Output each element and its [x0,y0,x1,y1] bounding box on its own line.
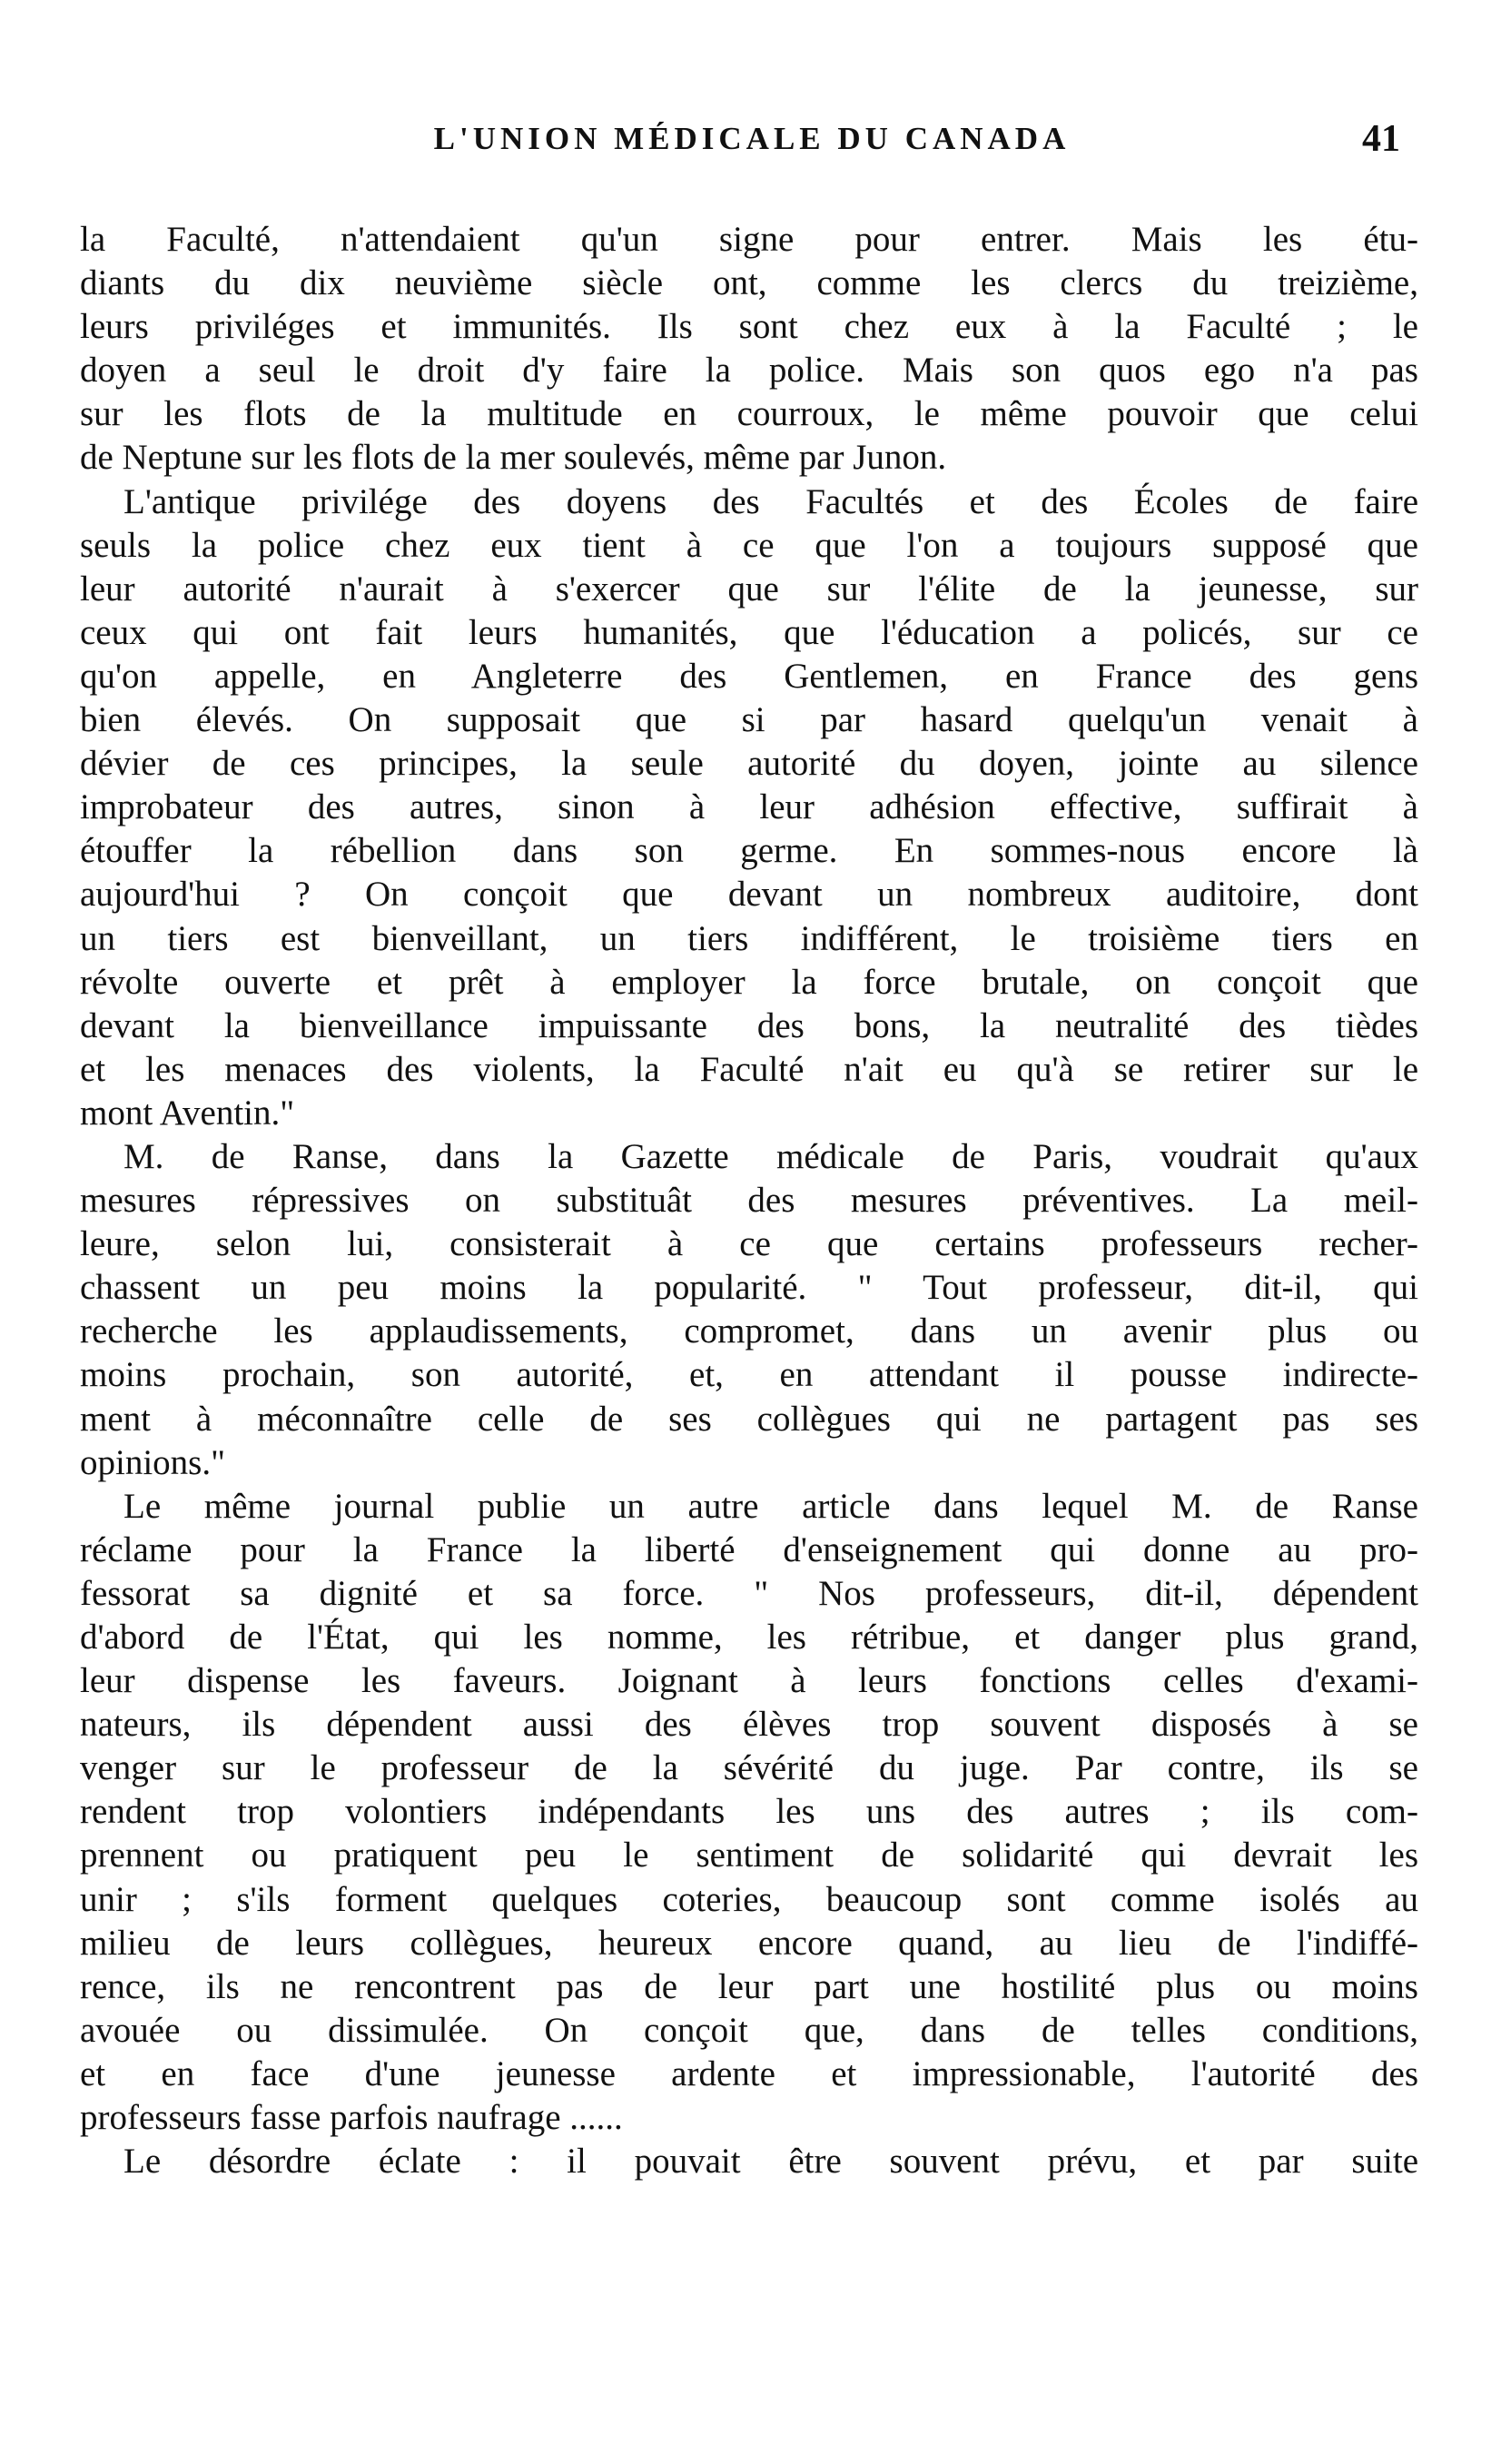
text-line: réclame pour la France la liberté d'enseignement qui donne au pro- [80,1529,1418,1569]
text-line: recherche les applaudissements, compromet, dans un avenir plus ou [80,1311,1418,1351]
text-line: rendent trop volontiers indépendants les uns des autres ; ils com- [80,1792,1418,1832]
text-line: mesures répressives on substituât des mesures préventives. La meil- [80,1181,1418,1221]
text-line: et les menaces des violents, la Faculté n'ait eu qu'à se retirer sur le [80,1049,1418,1089]
text-line: révolte ouverte et prêt à employer la force brutale, on conçoit que [80,962,1418,1002]
text-line: venger sur le professeur de la sévérité du juge. Par contre, ils se [80,1748,1418,1788]
text-line: aujourd'hui ? On conçoit que devant un nombreux auditoire, dont [80,875,1418,915]
text-line: ment à méconnaître celle de ses collègues qui ne partagent pas ses [80,1399,1418,1439]
text-line: leur dispense les faveurs. Joignant à leurs fonctions celles d'exami- [80,1661,1418,1701]
text-line: dévier de ces principes, la seule autorité du doyen, jointe au silence [80,744,1418,784]
text-line: mont Aventin." [80,1093,295,1133]
body-text [80,218,1418,2183]
text-line: leurs priviléges et immunités. Ils sont chez eux à la Faculté ; le [80,307,1418,347]
text-line: chassent un peu moins la popularité. " Tout professeur, dit-il, qui [80,1268,1418,1308]
text-line: doyen a seul le droit d'y faire la police. Mais son quos ego n'a pas [80,351,1418,391]
text-line: et en face d'une jeunesse ardente et impressionable, l'autorité des [80,2053,1418,2093]
text-line: diants du dix neuvième siècle ont, comme les clercs du treizième, [80,263,1418,303]
text-line: leure, selon lui, consisterait à ce que certains professeurs recher- [80,1224,1418,1264]
text-line: M. de Ranse, dans la Gazette médicale de Paris, voudrait qu'aux [123,1136,1418,1176]
running-title: L'UNION MÉDICALE DU CANADA [433,121,1071,156]
text-line: unir ; s'ils forment quelques coteries, beaucoup sont comme isolés au [80,1879,1418,1919]
text-line: prennent ou pratiquent peu le sentiment de solidarité qui devrait les [80,1836,1418,1875]
page-number: 41 [1362,118,1400,160]
text-line: improbateur des autres, sinon à leur adhésion effective, suffirait à [80,787,1418,827]
text-line: milieu de leurs collègues, heureux encore quand, au lieu de l'indiffé- [80,1923,1418,1963]
text-line: sur les flots de la multitude en courroux, le même pouvoir que celui [80,394,1418,434]
text-line: moins prochain, son autorité, et, en attendant il pousse indirecte- [80,1355,1418,1395]
text-line: avouée ou dissimulée. On conçoit que, dans de telles conditions, [80,2010,1418,2050]
text-line: seuls la police chez eux tient à ce que l'on a toujours supposé que [80,525,1418,565]
page-header [80,116,1424,162]
text-line: Le même journal publie un autre article dans lequel M. de Ranse [123,1486,1418,1526]
text-line: de Neptune sur les flots de la mer soulevés, même par Junon. [80,438,947,478]
text-line: devant la bienveillance impuissante des bons, la neutralité des tièdes [80,1005,1418,1045]
text-line: rence, ils ne rencontrent pas de leur part une hostilité plus ou moins [80,1966,1418,2006]
text-line: qu'on appelle, en Angleterre des Gentlemen, en France des gens [80,656,1418,696]
text-line: L'antique privilége des doyens des Facultés et des Écoles de faire [123,481,1418,521]
text-line: fessorat sa dignité et sa force. " Nos professeurs, dit-il, dépendent [80,1573,1418,1613]
text-line: la Faculté, n'attendaient qu'un signe pour entrer. Mais les étu- [80,220,1418,259]
text-line: professeurs fasse parfois naufrage ...... [80,2098,623,2138]
text-line: étouffer la rébellion dans son germe. En sommes-nous encore là [80,831,1418,871]
text-line: nateurs, ils dépendent aussi des élèves trop souvent disposés à se [80,1705,1418,1745]
text-line: bien élevés. On supposait que si par hasard quelqu'un venait à [80,700,1418,740]
text-line: Le désordre éclate : il pouvait être souvent prévu, et par suite [123,2142,1418,2182]
text-line: ceux qui ont fait leurs humanités, que l'éducation a policés, sur ce [80,612,1418,652]
text-line: d'abord de l'État, qui les nomme, les rétribue, et danger plus grand, [80,1618,1418,1657]
text-line: leur autorité n'aurait à s'exercer que sur l'élite de la jeunesse, sur [80,569,1418,609]
text-line: un tiers est bienveillant, un tiers indifférent, le troisième tiers en [80,918,1418,958]
text-line: opinions." [80,1442,226,1482]
